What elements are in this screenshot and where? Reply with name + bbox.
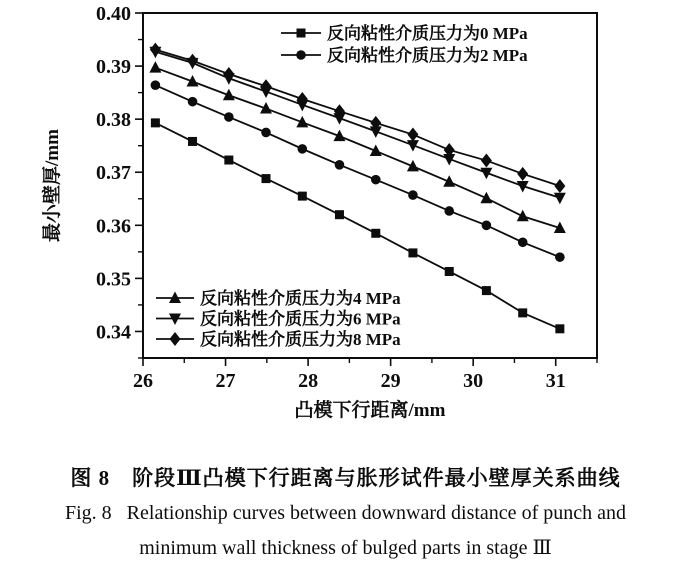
triangle-up-marker — [149, 61, 161, 72]
square-marker — [555, 324, 564, 333]
series-diamond — [150, 43, 565, 193]
square-marker — [371, 229, 380, 238]
circle-marker — [151, 80, 161, 90]
square-marker — [482, 286, 491, 295]
y-tick-label: 0.39 — [96, 56, 131, 79]
square-marker — [261, 174, 270, 183]
x-tick-label: 26 — [133, 370, 153, 392]
y-tick-label: 0.36 — [96, 215, 131, 238]
square-marker — [224, 156, 233, 165]
series-triangle-up — [149, 61, 565, 233]
x-tick-label: 31 — [545, 370, 566, 392]
circle-marker — [518, 237, 528, 247]
legend-item — [156, 329, 401, 349]
y-tick-label: 0.40 — [96, 3, 131, 25]
square-marker — [298, 192, 307, 201]
circle-marker — [298, 144, 308, 154]
square-marker — [408, 248, 417, 257]
x-tick-label: 28 — [298, 370, 319, 392]
triangle-down-marker — [554, 193, 566, 205]
legend-top — [281, 23, 528, 65]
series-triangle-down — [149, 47, 565, 204]
circle-marker — [261, 128, 271, 138]
diamond-marker — [517, 167, 528, 181]
legend-item — [281, 45, 528, 65]
circle-marker — [224, 112, 234, 122]
x-axis-title: 凸模下行距离/mm — [294, 400, 446, 421]
circle-marker — [555, 252, 565, 262]
square-marker — [151, 118, 160, 127]
circle-marker — [188, 97, 198, 107]
circle-marker — [296, 50, 306, 60]
legend-label: 反向粘性介质压力为4 MPa — [200, 289, 401, 308]
series-line — [155, 68, 559, 228]
circle-marker — [444, 206, 454, 216]
diamond-marker — [481, 154, 492, 168]
series-circle — [151, 80, 565, 262]
series-line — [155, 52, 559, 198]
triangle-up-marker — [480, 192, 492, 204]
legend-label: 反向粘性介质压力为8 MPa — [200, 330, 401, 349]
y-tick-label: 0.35 — [96, 268, 131, 291]
legend-bottom — [156, 288, 401, 349]
y-axis-title: 最小壁厚/mm — [42, 129, 63, 242]
series-line — [155, 85, 559, 257]
diamond-marker — [170, 332, 181, 346]
diamond-marker — [187, 54, 198, 68]
x-tick-label: 30 — [463, 370, 484, 392]
square-marker — [188, 137, 197, 146]
diamond-marker — [150, 43, 161, 57]
square-marker — [445, 267, 454, 276]
square-marker — [518, 308, 527, 317]
legend-item — [156, 288, 401, 308]
circle-marker — [335, 160, 345, 170]
x-tick-label: 27 — [215, 370, 236, 392]
circle-marker — [482, 221, 492, 231]
circle-marker — [408, 190, 418, 200]
triangle-up-marker — [517, 210, 529, 222]
triangle-up-marker — [443, 175, 455, 187]
square-marker — [297, 29, 306, 38]
diamond-marker — [407, 128, 418, 142]
caption-english-line2: minimum wall thickness of bulged parts in stage Ⅲ — [139, 537, 552, 559]
square-marker — [335, 210, 344, 219]
diamond-marker — [554, 179, 565, 193]
caption-english-line1: Fig. 8 Relationship curves between downward distance of punch and — [65, 502, 626, 524]
circle-marker — [371, 175, 381, 185]
series-line — [155, 50, 559, 186]
legend-label: 反向粘性介质压力为6 MPa — [200, 309, 401, 329]
caption-chinese: 图 8 阶段Ⅲ凸模下行距离与胀形试件最小壁厚关系曲线 — [70, 466, 621, 490]
y-tick-label: 0.37 — [96, 162, 131, 185]
y-tick-label: 0.34 — [96, 321, 131, 344]
triangle-up-marker — [407, 160, 419, 172]
diamond-marker — [260, 79, 271, 93]
legend-item — [281, 23, 528, 43]
legend-label: 反向粘性介质压力为0 MPa — [327, 24, 528, 43]
legend-item — [156, 309, 401, 329]
y-tick-label: 0.38 — [96, 109, 131, 132]
legend-label: 反向粘性介质压力为2 MPa — [327, 46, 528, 65]
x-tick-label: 29 — [380, 370, 401, 392]
